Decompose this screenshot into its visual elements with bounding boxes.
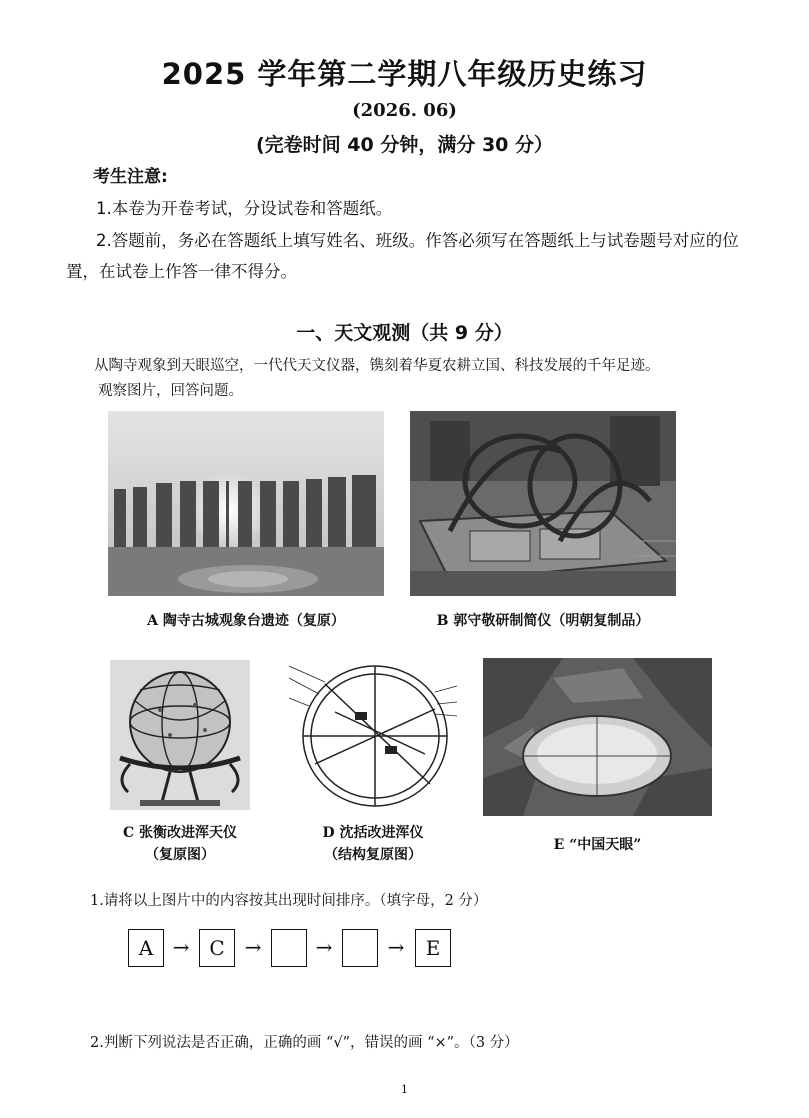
notice-item-1: 1.本卷为开卷考试，分设试卷和答题纸。 [96, 199, 393, 218]
figure-e-caption: E “中国天眼” [553, 837, 642, 853]
page-number: 1 [401, 1083, 408, 1096]
answer-box-1[interactable]: A [128, 929, 164, 967]
figure-d-caption-line1: D 沈括改进浑仪 [322, 825, 424, 841]
sequence-arrow-3: → [315, 935, 333, 959]
question-1-text: 1.请将以上图片中的内容按其出现时间排序。（填字母，2 分） [90, 893, 488, 909]
section-instruction: 观察图片，回答问题。 [98, 383, 243, 399]
figure-b-caption: B 郭守敬研制简仪（明朝复制品） [436, 613, 650, 629]
notice-item-2: 2.答题前，务必在答题纸上填写姓名、班级。作答必须写在答题纸上与试卷题号对应的位置，在试卷上作答一律不得分。 [66, 231, 739, 281]
figure-c-caption-line2: （复原图） [145, 847, 215, 863]
figure-e-fast-telescope-photo [483, 658, 712, 816]
notice-heading: 考生注意: [93, 167, 168, 187]
section-title: 一、天文观测（共 9 分） [296, 322, 513, 344]
figure-d-armilla-structure-diagram [285, 654, 461, 812]
figure-a-observatory-photo [108, 411, 384, 596]
section-intro: 从陶寺观象到天眼巡空，一代代天文仪器，镌刻着华夏农耕立国、科技发展的千年足迹。 [94, 358, 660, 374]
figure-c-caption-line1: C 张衡改进浑天仪 [122, 825, 238, 841]
figure-b-armilla-photo [410, 411, 676, 596]
figure-d-caption-line2: （结构复原图） [324, 847, 422, 863]
sequence-arrow-1: → [172, 935, 190, 959]
answer-box-2[interactable]: C [199, 929, 235, 967]
exam-duration: (完卷时间 40 分钟，满分 30 分） [255, 134, 554, 156]
sequence-arrow-4: → [387, 935, 405, 959]
exam-date: (2026. 06) [352, 100, 457, 121]
answer-box-4[interactable] [342, 929, 378, 967]
sequence-arrow-2: → [244, 935, 262, 959]
page-title: 2025 学年第二学期八年级历史练习 [161, 57, 648, 91]
figure-a-caption: A 陶寺古城观象台遗迹（复原） [147, 613, 345, 629]
question-2-text: 2.判断下列说法是否正确，正确的画 “√”，错误的画 “×”。（3 分） [90, 1035, 519, 1051]
figure-c-armillary-sphere-drawing [110, 660, 250, 810]
answer-box-3[interactable] [271, 929, 307, 967]
answer-box-5[interactable]: E [415, 929, 451, 967]
